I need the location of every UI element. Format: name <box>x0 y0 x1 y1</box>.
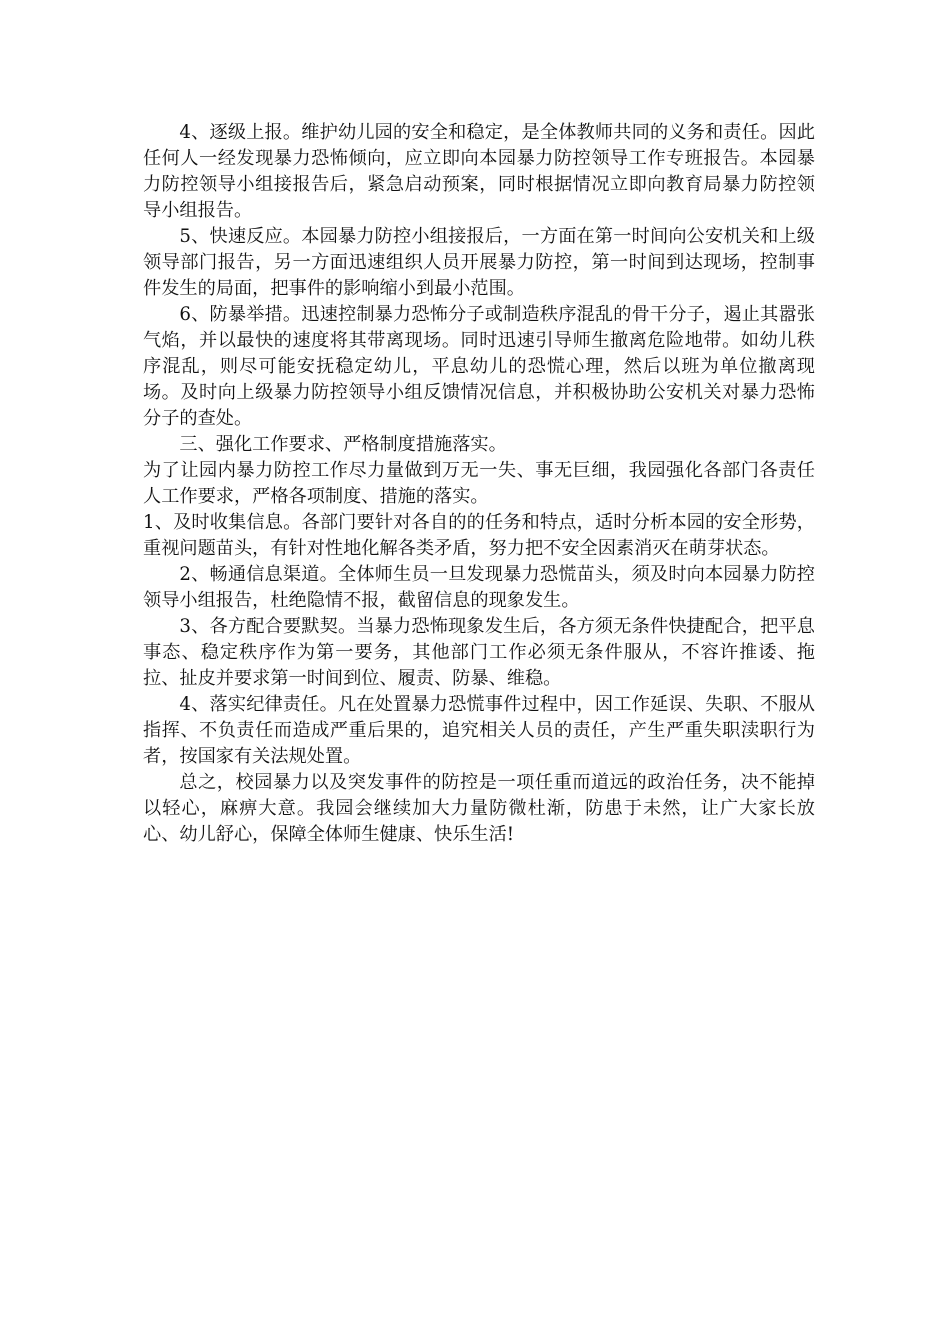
paragraph-collect-information: 1、及时收集信息。各部门要针对各自的的任务和特点，适时分析本园的安全形势，重视问题苗头，有针对性地化解各类矛盾，努力把不安全因素消灭在萌芽状态。 <box>143 512 815 559</box>
paragraph-coordination: 3、各方配合要默契。当暴力恐怖现象发生后，各方须无条件快捷配合，把平息事态、稳定秩序作为第一要务，其他部门工作必须无条件服从，不容许推诿、拖拉、扯皮并要求第一时间到位、履责、防暴、维稳。 <box>143 616 815 689</box>
section-heading-three: 三、强化工作要求、严格制度措施落实。 <box>179 434 507 455</box>
paragraph-escalate-report: 4、逐级上报。维护幼儿园的安全和稳定，是全体教师共同的义务和责任。因此任何人一经发现暴力恐怖倾向，应立即向本园暴力防控领导工作专班报告。本园暴力防控领导小组接报告后，紧急启动预案，同时根据情况立即向教育局暴力防控领导小组报告。 <box>143 122 815 221</box>
paragraph-section-intro: 为了让园内暴力防控工作尽力量做到万无一失、事无巨细，我园强化各部门各责任人工作要求，严格各项制度、措施的落实。 <box>143 460 815 507</box>
paragraph-info-channels: 2、畅通信息渠道。全体师生员一旦发现暴力恐慌苗头，须及时向本园暴力防控领导小组报告，杜绝隐情不报，截留信息的现象发生。 <box>143 564 815 611</box>
paragraph-conclusion: 总之，校园暴力以及突发事件的防控是一项任重而道远的政治任务，决不能掉以轻心，麻痹大意。我园会继续加大力量防微杜渐，防患于未然，让广大家长放心、幼儿舒心，保障全体师生健康、快乐生活! <box>143 772 815 845</box>
document-body <box>143 120 815 848</box>
paragraph-discipline: 4、落实纪律责任。凡在处置暴力恐慌事件过程中，因工作延误、失职、不服从指挥、不负责任而造成严重后果的，追究相关人员的责任，产生严重失职渎职行为者，按国家有关法规处置。 <box>143 694 815 767</box>
paragraph-rapid-response: 5、快速反应。本园暴力防控小组接报后，一方面在第一时间向公安机关和上级领导部门报告，另一方面迅速组织人员开展暴力防控，第一时间到达现场，控制事件发生的局面，把事件的影响缩小到最小范围。 <box>143 226 815 299</box>
paragraph-anti-violence-measures: 6、防暴举措。迅速控制暴力恐怖分子或制造秩序混乱的骨干分子，遏止其嚣张气焰，并以最快的速度将其带离现场。同时迅速引导师生撤离危险地带。如幼儿秩序混乱，则尽可能安抚稳定幼儿，平息幼儿的恐慌心理，然后以班为单位撤离现场。及时向上级暴力防控领导小组反馈情况信息，并积极协助公安机关对暴力恐怖分子的查处。 <box>143 304 815 429</box>
